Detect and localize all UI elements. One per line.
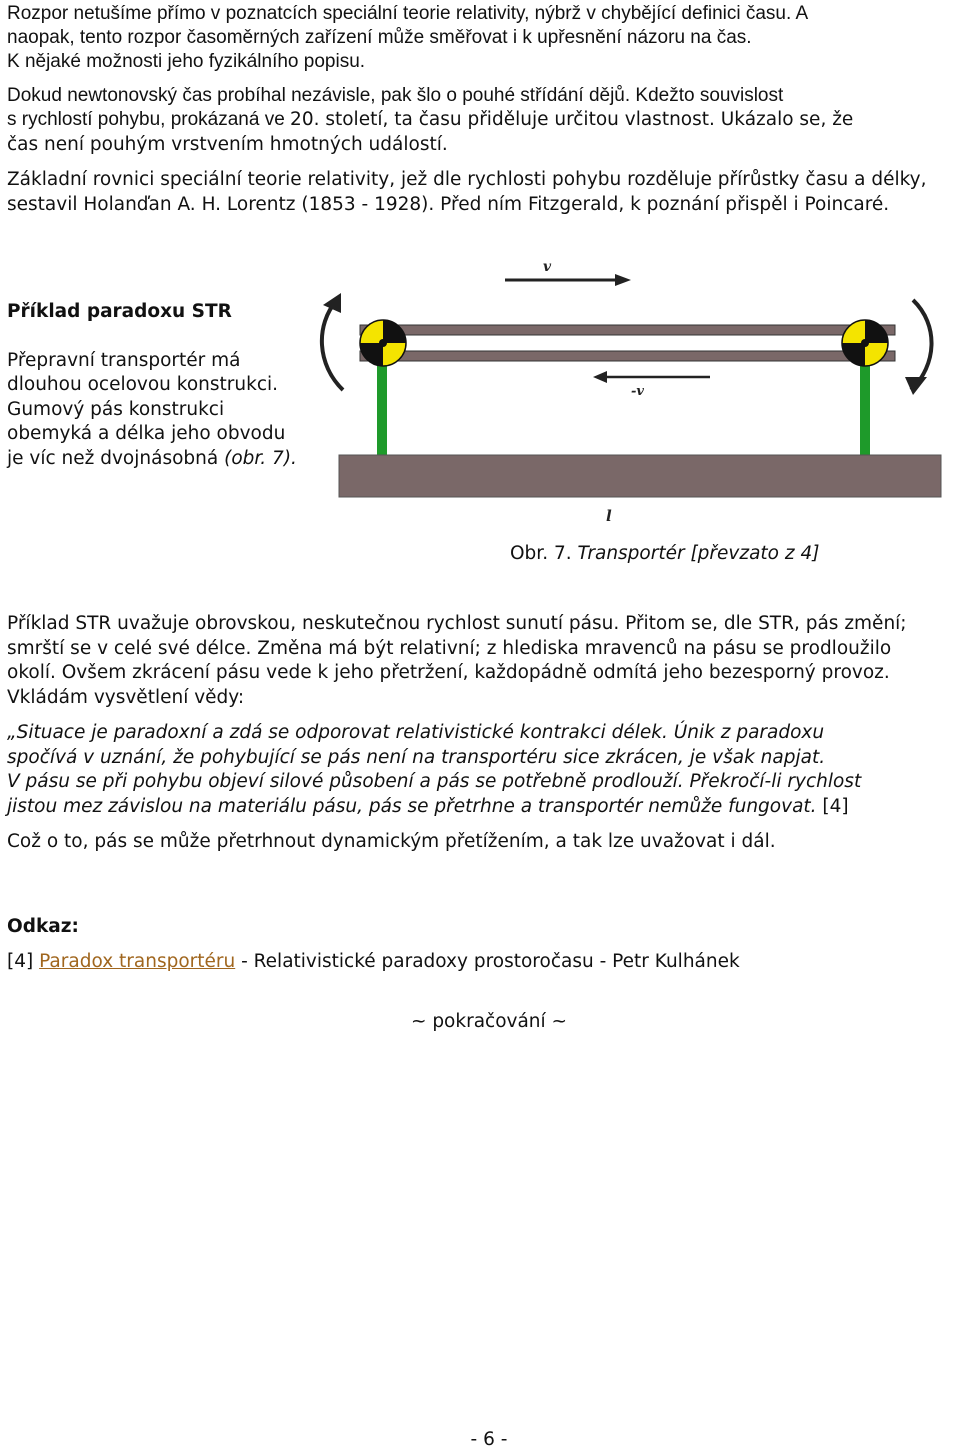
velocity-label: v xyxy=(543,259,552,275)
continuation-note: ~ pokračování ~ xyxy=(410,1011,568,1032)
example-body-text: Přepravní transportér má dlouhou ocelovou konstrukci. Gumový pás konstrukci obemyká a délka jeho obvodu je víc než dvojnásobná xyxy=(7,349,286,469)
quote-line-4-text: jistou mez závislou na materiálu pásu, pás se přetrhne a transportér nemůže fungovat. xyxy=(7,795,817,817)
belt-bottom xyxy=(360,351,895,361)
right-wheel xyxy=(842,320,888,366)
intro-line-2: naopak, tento rozpor časoměrných zařízení může směřovat i k upřesnění názoru na čas. xyxy=(7,27,752,48)
reference-source: - Relativistické paradoxy prostoročasu - Petr Kulhánek xyxy=(235,951,740,972)
intro-line-3: K nějaké možnosti jeho fyzikálního popisu. xyxy=(7,51,366,72)
reference-item xyxy=(7,950,952,975)
paragraph-time xyxy=(7,84,952,157)
intro-paragraph xyxy=(7,2,952,74)
science-quote xyxy=(7,721,952,819)
paragraph-time-line-1: Dokud newtonovský čas probíhal nezávisle, pak šlo o pouhé střídání dějů. Kdežto souvislost xyxy=(7,85,784,106)
page-number: - 6 - xyxy=(470,1429,508,1450)
paragraph-str-example: Příklad STR uvažuje obrovskou, neskutečnou rychlost sunutí pásu. Přitom se, dle STR, pás změní; smrští se v celé své délce. Změna má být relativní; z hlediska mravenců na pásu se prodloužilo okolí. Ovšem zkrácení pásu vede k jeho přetržení, každopádně odmítá jeho bezesporný provoz. Vkládám vysvětlení vědy: xyxy=(7,613,907,708)
quote-line-4 xyxy=(7,795,952,820)
example-body xyxy=(7,349,297,472)
quote-line-3: V pásu se při pohybu objeví silové působení a pás se potřebně prodlouží. Překročí-li rychlost xyxy=(7,771,862,792)
right-rotation-arrow xyxy=(911,300,932,390)
reverse-velocity-arrow xyxy=(593,371,710,383)
references-heading: Odkaz: xyxy=(7,916,79,937)
ground-base xyxy=(339,455,941,497)
intro-line-1: Rozpor netušíme přímo v poznatcích speciální teorie relativity, nýbrž v chybějící definici času. A xyxy=(7,3,809,24)
reverse-velocity-label: -v xyxy=(631,384,644,399)
paragraph-time-part-c: Ukázalo se, že xyxy=(714,109,854,130)
paragraph-time-line-2 xyxy=(7,108,952,133)
length-label: l xyxy=(606,507,612,525)
quote-line-1: „Situace je paradoxní a zdá se odporovat relativistické kontrakci délek. Únik z paradoxu xyxy=(7,722,825,743)
quote-reference: [4] xyxy=(816,795,849,817)
velocity-arrow xyxy=(505,274,631,286)
paragraph-time-part-a: s rychlostí pohybu, prokázaná ve xyxy=(7,109,291,130)
example-figure-ref: (obr. 7). xyxy=(224,447,297,469)
paragraph-lorentz: Základní rovnici speciální teorie relativity, jež dle rychlosti pohybu rozděluje přírůstky času a délky, sestavil Holanďan A. H. Lorentz (1853 - 1928). Před ním Fitzgerald, k poznání přispěl i Poincaré. xyxy=(7,169,927,215)
figure-caption xyxy=(510,542,819,567)
figure-caption-text: Transportér [převzato z 4] xyxy=(571,543,820,564)
left-rotation-arrow xyxy=(322,300,343,390)
quote-line-2: spočívá v uznání, že pohybující se pás není na transportéru sice zkrácen, je však napjat. xyxy=(7,746,826,768)
left-wheel xyxy=(360,320,406,366)
paragraph-time-line-3: čas není pouhým vrstvením hmotných událostí. xyxy=(7,133,448,155)
belt-top xyxy=(360,325,895,335)
transporter-figure xyxy=(315,255,945,535)
example-section xyxy=(7,300,297,471)
paragraph-conclusion: Což o to, pás se může přetrhnout dynamickým přetížením, a tak lze uvažovat i dál. xyxy=(7,831,776,852)
paragraph-time-part-b: 20. století, ta času přiděluje určitou vlastnost. xyxy=(290,109,715,130)
reference-number: [4] xyxy=(7,951,40,972)
example-heading: Příklad paradoxu STR xyxy=(7,301,232,322)
reference-link[interactable]: Paradox transportéru xyxy=(39,951,236,972)
figure-caption-number: Obr. 7. xyxy=(510,543,572,564)
